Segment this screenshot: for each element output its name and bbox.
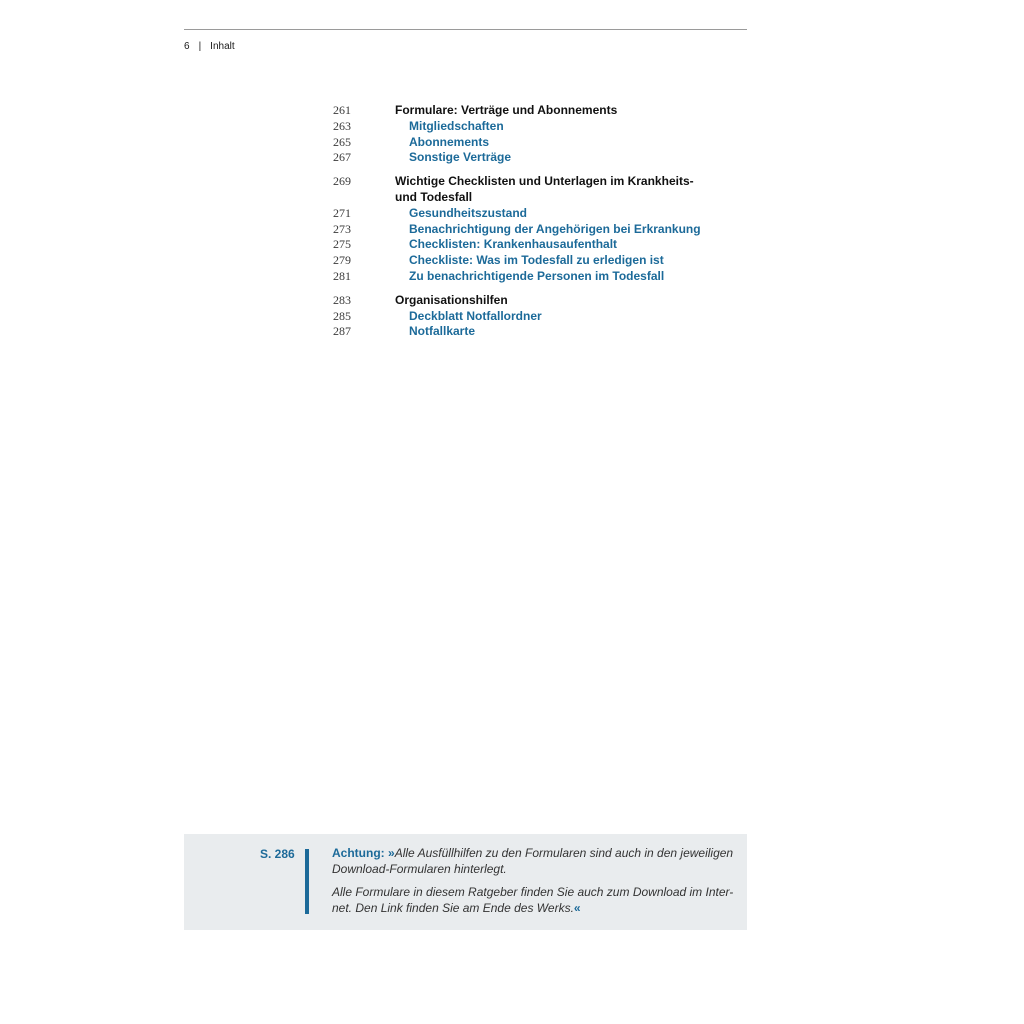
toc-entry-title: Checkliste: Was im Todesfall zu erledigen ist <box>409 253 664 268</box>
toc-heading[interactable] <box>333 174 733 190</box>
toc-entry[interactable] <box>333 269 733 285</box>
toc-page-number: 279 <box>333 253 351 268</box>
note-label: Achtung: <box>332 846 385 860</box>
toc-page-number: 287 <box>333 324 351 339</box>
toc-section <box>333 174 733 285</box>
toc-heading-title: Wichtige Checklisten und Unterlagen im Krankheits- <box>395 174 694 189</box>
toc-entry[interactable] <box>333 222 733 238</box>
toc-entry-title: Mitgliedschaften <box>409 118 504 133</box>
toc-page-number: 263 <box>333 118 351 133</box>
toc-page-number: 269 <box>333 174 351 189</box>
note-page-reference[interactable]: S. 286 <box>260 847 295 861</box>
toc-heading[interactable] <box>333 103 733 119</box>
toc-entry-title: Benachrichtigung der Angehörigen bei Erkrankung <box>409 221 701 236</box>
note-paragraph-2: Alle Formulare in diesem Ratgeber finden Sie auch zum Download im Inter-net. Den Link finden Sie am Ende des Werks. <box>332 885 734 915</box>
toc-page-number: 273 <box>333 221 351 236</box>
table-of-contents <box>333 103 733 348</box>
header-rule <box>184 29 747 30</box>
toc-page-number: 265 <box>333 134 351 149</box>
toc-entry-title: Sonstige Verträge <box>409 150 512 165</box>
note-open-quote: » <box>388 846 395 860</box>
toc-entry[interactable] <box>333 253 733 269</box>
toc-heading-title-line2: und Todesfall <box>395 189 473 204</box>
toc-entry-title: Gesundheitszustand <box>409 205 528 220</box>
toc-heading-title: Organisationshilfen <box>395 292 508 307</box>
toc-entry-title: Checklisten: Krankenhausaufenthalt <box>409 237 618 252</box>
toc-entry-title: Abonnements <box>409 134 490 149</box>
toc-entry-title: Zu benachrichtigende Personen im Todesfall <box>409 268 665 283</box>
section-title: Inhalt <box>210 41 235 52</box>
toc-heading[interactable] <box>333 293 733 309</box>
toc-page-number: 267 <box>333 150 351 165</box>
toc-page-number: 261 <box>333 103 351 117</box>
toc-entry-title: Deckblatt Notfallordner <box>409 308 542 323</box>
running-head <box>184 41 235 53</box>
toc-heading-title: Formulare: Verträge und Abonnements <box>395 103 618 117</box>
note-text <box>332 846 742 924</box>
toc-entry[interactable] <box>333 119 733 135</box>
toc-entry[interactable] <box>333 135 733 151</box>
note-close-quote: « <box>573 900 581 915</box>
toc-section <box>333 293 733 340</box>
toc-entry[interactable] <box>333 324 733 340</box>
note-paragraph <box>332 885 742 916</box>
toc-page-number: 271 <box>333 205 351 220</box>
note-accent-bar <box>305 849 309 914</box>
header-separator: | <box>198 41 202 52</box>
toc-section <box>333 103 733 166</box>
page-number: 6 <box>184 41 190 52</box>
toc-page-number: 281 <box>333 268 351 283</box>
toc-entry-title: Notfallkarte <box>409 324 476 339</box>
toc-entry[interactable] <box>333 206 733 222</box>
note-paragraph-1: Alle Ausfüllhilfen zu den Formularen sind auch in den jeweiligen Download-Formularen hinterlegt. <box>332 846 734 876</box>
toc-page-number: 283 <box>333 292 351 307</box>
toc-entry[interactable] <box>333 309 733 325</box>
toc-entry[interactable] <box>333 150 733 166</box>
toc-page-number: 275 <box>333 237 351 252</box>
toc-page-number: 285 <box>333 308 351 323</box>
toc-entry[interactable] <box>333 237 733 253</box>
note-paragraph <box>332 846 742 877</box>
